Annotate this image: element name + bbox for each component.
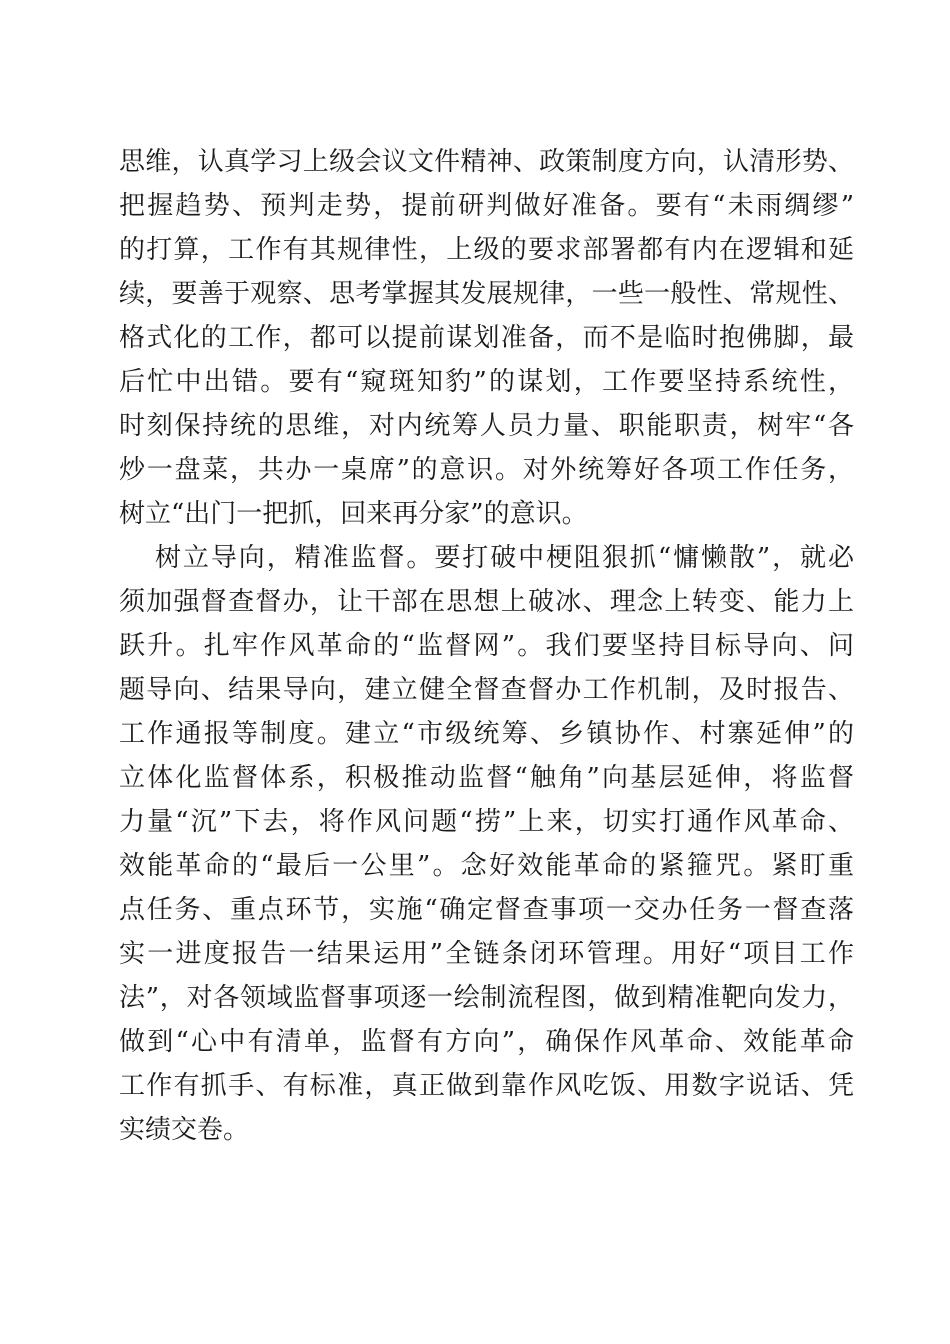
text-line: 题导向、结果导向，建立健全督查督办工作机制，及时报告、: [119, 675, 854, 705]
text-line: 树立导向，精准监督。要打破中梗阻狠抓“慵懒散”，就必: [155, 543, 854, 573]
text-line: 续，要善于观察、思考掌握其发展规律，一些一般性、常规性、: [119, 279, 854, 309]
document-body: [119, 140, 854, 1152]
text-line: 时刻保持统的思维，对内统筹人员力量、职能职责，树牢“各: [119, 411, 854, 441]
text-line: 把握趋势、预判走势，提前研判做好准备。要有“未雨绸缪”: [119, 191, 854, 221]
text-line: 树立“出门一把抓，回来再分家”的意识。: [119, 499, 588, 529]
text-line: 后忙中出错。要有“窥斑知豹”的谋划，工作要坚持系统性，: [119, 367, 854, 397]
text-line: 力量“沉”下去，将作风问题“捞”上来，切实打通作风革命、: [119, 807, 854, 837]
text-line: 效能革命的“最后一公里”。念好效能革命的紧箍咒。紧盯重: [119, 851, 854, 881]
text-line: 点任务、重点环节，实施“确定督查事项一交办任务一督查落: [119, 895, 854, 925]
text-line: 工作通报等制度。建立“市级统筹、乡镇协作、村寨延伸”的: [119, 719, 854, 749]
text-line: 炒一盘菜，共办一桌席”的意识。对外统筹好各项工作任务，: [119, 455, 854, 485]
paragraph-continuation: [119, 140, 854, 536]
text-line: 跃升。扎牢作风革命的“监督网”。我们要坚持目标导向、问: [119, 631, 854, 661]
paragraph-precise-supervision: [119, 536, 854, 1152]
text-line: 的打算，工作有其规律性，上级的要求部署都有内在逻辑和延: [119, 235, 854, 265]
text-line: 思维，认真学习上级会议文件精神、政策制度方向，认清形势、: [119, 147, 854, 177]
text-line: 须加强督查督办，让干部在思想上破冰、理念上转变、能力上: [119, 587, 854, 617]
text-line: 法”，对各领域监督事项逐一绘制流程图，做到精准靶向发力，: [119, 983, 854, 1013]
text-line: 立体化监督体系，积极推动监督“触角”向基层延伸，将监督: [119, 763, 854, 793]
text-line: 实一进度报告一结果运用”全链条闭环管理。用好“项目工作: [119, 939, 854, 969]
text-line: 格式化的工作，都可以提前谋划准备，而不是临时抱佛脚，最: [119, 323, 854, 353]
text-line: 实绩交卷。: [119, 1115, 250, 1145]
text-line: 工作有抓手、有标准，真正做到靠作风吃饭、用数字说话、凭: [119, 1071, 854, 1101]
text-line: 做到“心中有清单，监督有方向”，确保作风革命、效能革命: [119, 1027, 854, 1057]
